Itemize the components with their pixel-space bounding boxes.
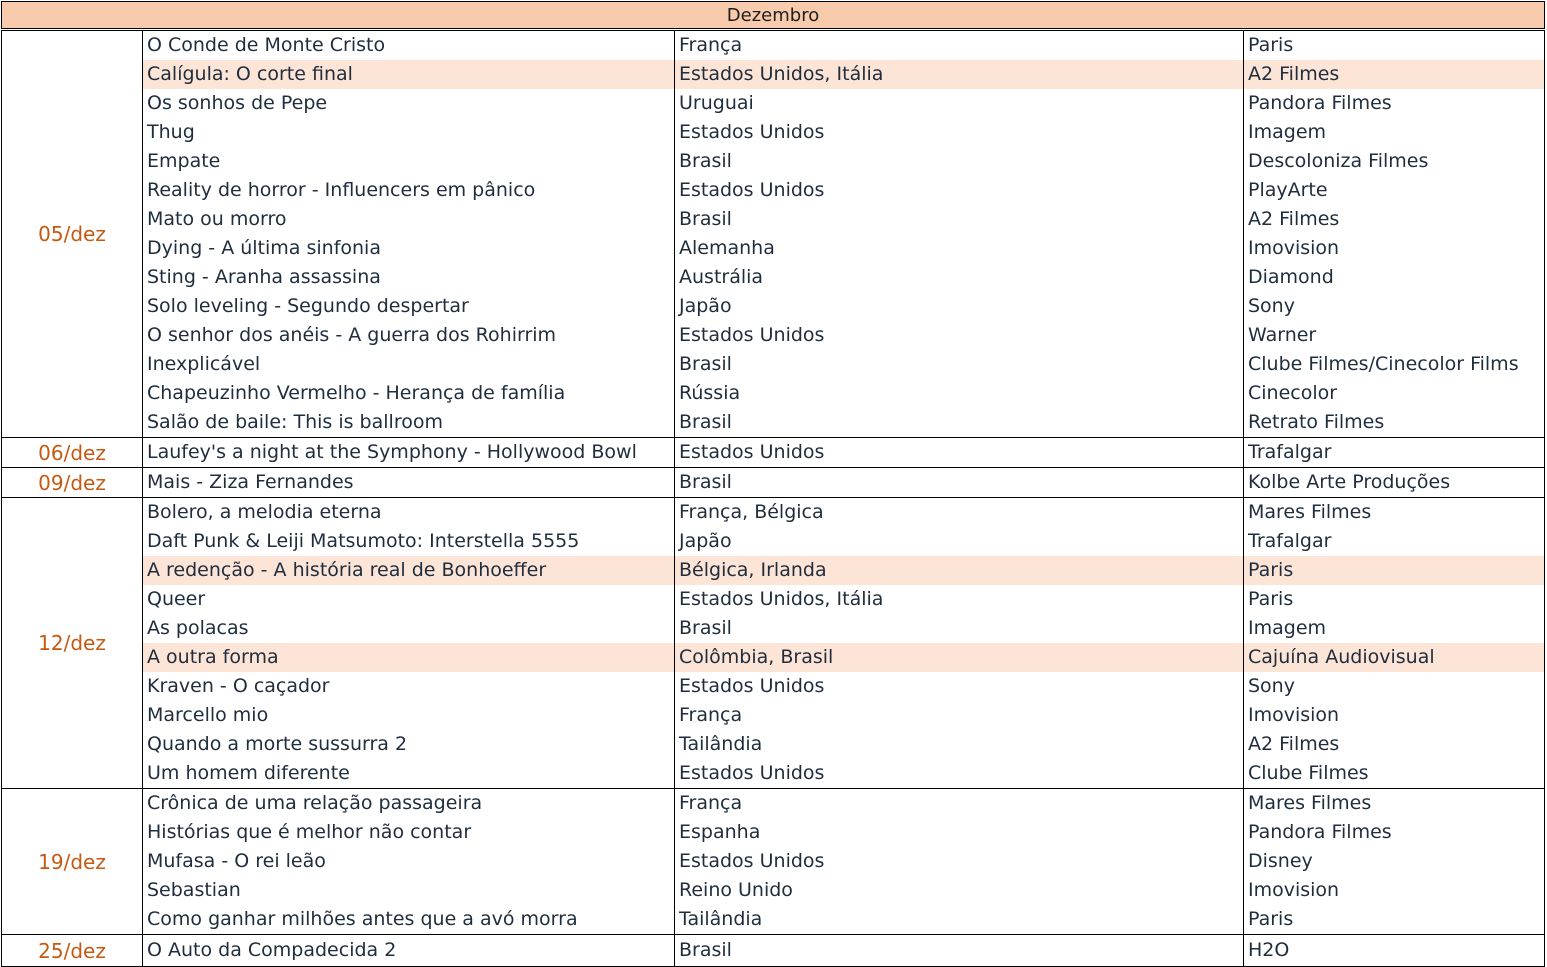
movie-title-cell[interactable]: Thug [143,118,675,147]
movie-title-cell[interactable]: Mais - Ziza Fernandes [143,468,675,497]
country-cell[interactable]: Alemanha [675,234,1244,263]
table-row [143,234,1544,263]
movie-title-cell[interactable]: Daft Punk & Leiji Matsumoto: Interstella 5555 [143,527,675,556]
release-date-cell[interactable]: 25/dez [2,935,143,966]
distributor-cell[interactable]: Imagem [1248,617,1327,639]
country-cell[interactable]: Japão [675,292,1244,321]
distributor-cell[interactable]: Imagem [1248,121,1327,143]
table-row [143,89,1544,118]
table-row [143,31,1544,60]
country-cell[interactable]: Estados Unidos [675,118,1244,147]
movie-title-cell[interactable]: O senhor dos anéis - A guerra dos Rohirrim [143,321,675,350]
country-cell[interactable]: Estados Unidos, Itália [675,585,1244,614]
movie-title-cell[interactable]: As polacas [143,614,675,643]
country-cell[interactable]: França [675,31,1244,60]
date-group [1,467,1545,498]
date-group [1,934,1545,967]
country-cell[interactable]: Brasil [675,468,1244,497]
distributor-cell[interactable]: Paris [1248,908,1294,930]
distributor-cell[interactable]: Trafalgar [1248,441,1332,463]
distributor-cell[interactable]: Diamond [1248,266,1334,288]
movie-rows [143,498,1544,788]
distributor-cell[interactable]: Paris [1248,588,1294,610]
date-group [1,30,1545,438]
movie-title-cell[interactable]: Sting - Aranha assassina [143,263,675,292]
movie-title-cell[interactable]: Mufasa - O rei leão [143,847,675,876]
movie-title-cell[interactable]: O Auto da Compadecida 2 [143,935,675,966]
country-cell[interactable]: França [675,701,1244,730]
movie-rows [143,438,1544,467]
table-row [143,205,1544,234]
movie-title-cell[interactable]: Marcello mio [143,701,675,730]
country-cell[interactable]: Estados Unidos [675,176,1244,205]
country-cell[interactable]: Estados Unidos [675,759,1244,788]
table-row [143,759,1544,788]
movie-title-cell[interactable]: Reality de horror - Influencers em pânico [143,176,675,205]
distributor-cell[interactable]: A2 Filmes [1248,208,1340,230]
country-cell[interactable]: Estados Unidos [675,672,1244,701]
country-cell[interactable]: Estados Unidos [675,438,1244,467]
table-row [143,118,1544,147]
distributor-cell[interactable]: Paris [1248,34,1294,56]
country-cell[interactable]: Austrália [675,263,1244,292]
distributor-cell[interactable]: Sony [1248,295,1295,317]
country-cell[interactable]: França, Bélgica [675,498,1244,527]
date-group [1,788,1545,935]
release-date-cell[interactable]: 09/dez [2,468,143,497]
country-cell[interactable]: Japão [675,527,1244,556]
distributor-cell[interactable]: Clube Filmes [1248,762,1369,784]
date-group [1,437,1545,468]
distributor-cell[interactable]: Imovision [1248,237,1340,259]
month-header[interactable]: Dezembro [1,1,1545,29]
date-group [1,497,1545,789]
country-cell[interactable]: Tailândia [675,905,1244,934]
movie-title-cell[interactable]: Os sonhos de Pepe [143,89,675,118]
distributor-cell[interactable]: Mares Filmes [1248,792,1372,814]
table-row [143,730,1544,759]
movie-rows [143,789,1544,934]
distributor-cell[interactable]: H2O [1248,939,1290,961]
table-row [143,847,1544,876]
country-cell[interactable]: França [675,789,1244,818]
table-row [143,321,1544,350]
movie-title-cell[interactable]: Calígula: O corte final [143,60,675,89]
table-row [143,176,1544,205]
distributor-cell[interactable]: Warner [1248,324,1317,346]
table-row [143,935,1544,966]
movie-title-cell[interactable]: Salão de baile: This is ballroom [143,408,675,437]
movie-title-cell[interactable]: A redenção - A história real de Bonhoeffer [143,556,675,585]
movie-title-cell[interactable]: Mato ou morro [143,205,675,234]
table-row [143,263,1544,292]
table-row [143,701,1544,730]
table-row [143,556,1544,585]
country-cell[interactable]: Brasil [675,147,1244,176]
table-row [143,527,1544,556]
table-row [143,876,1544,905]
release-date-cell[interactable]: 12/dez [2,498,143,788]
distributor-cell[interactable]: A2 Filmes [1248,63,1340,85]
distributor-cell[interactable]: Descoloniza Filmes [1248,150,1429,172]
movie-title-cell[interactable]: Queer [143,585,675,614]
country-cell[interactable]: Reino Unido [675,876,1244,905]
movie-title-cell[interactable]: Quando a morte sussurra 2 [143,730,675,759]
country-cell[interactable]: Estados Unidos [675,847,1244,876]
country-cell[interactable]: Brasil [675,614,1244,643]
country-cell[interactable]: Espanha [675,818,1244,847]
table-row [143,585,1544,614]
table-row [143,643,1544,672]
release-date-cell[interactable]: 19/dez [2,789,143,934]
distributor-cell[interactable]: Kolbe Arte Produções [1248,471,1451,493]
country-cell[interactable]: Uruguai [675,89,1244,118]
movie-title-cell[interactable]: Como ganhar milhões antes que a avó morra [143,905,675,934]
distributor-cell[interactable]: PlayArte [1248,179,1328,201]
country-cell[interactable]: Rússia [675,379,1244,408]
table-row [143,379,1544,408]
table-row [143,350,1544,379]
table-row [143,468,1544,497]
table-row [143,438,1544,467]
distributor-cell[interactable]: Pandora Filmes [1248,821,1392,843]
table-row [143,614,1544,643]
distributor-cell[interactable]: Cinecolor [1248,382,1338,404]
table-row [143,905,1544,934]
movie-title-cell[interactable]: A outra forma [143,643,675,672]
distributor-cell[interactable]: Imovision [1248,879,1340,901]
distributor-cell[interactable]: Clube Filmes/Cinecolor Films [1248,353,1519,375]
release-date-cell[interactable]: 05/dez [2,31,143,437]
country-cell[interactable]: Tailândia [675,730,1244,759]
country-cell[interactable]: Brasil [675,205,1244,234]
movie-title-cell[interactable]: Laufey's a night at the Symphony - Hollywood Bowl [143,438,675,467]
country-cell[interactable]: Colômbia, Brasil [675,643,1244,672]
movie-rows [143,935,1544,966]
movie-title-cell[interactable]: Sebastian [143,876,675,905]
distributor-cell[interactable]: Mares Filmes [1248,501,1372,523]
country-cell[interactable]: Brasil [675,408,1244,437]
country-cell[interactable]: Bélgica, Irlanda [675,556,1244,585]
movie-title-cell[interactable]: Dying - A última sinfonia [143,234,675,263]
country-cell[interactable]: Estados Unidos [675,321,1244,350]
movie-title-cell[interactable]: Chapeuzinho Vermelho - Herança de família [143,379,675,408]
distributor-cell[interactable]: Sony [1248,675,1295,697]
table-row [143,147,1544,176]
movie-title-cell[interactable]: Bolero, a melodia eterna [143,498,675,527]
movie-title-cell[interactable]: Histórias que é melhor não contar [143,818,675,847]
movie-rows [143,468,1544,497]
table-row [143,818,1544,847]
movie-title-cell[interactable]: Empate [143,147,675,176]
distributor-cell[interactable]: Trafalgar [1248,530,1332,552]
table-row [143,498,1544,527]
distributor-cell[interactable]: Cajuína Audiovisual [1248,646,1435,668]
distributor-cell[interactable]: Pandora Filmes [1248,92,1392,114]
distributor-cell[interactable]: Paris [1248,559,1294,581]
table-row [143,672,1544,701]
country-cell[interactable]: Brasil [675,935,1244,966]
country-cell[interactable]: Brasil [675,350,1244,379]
country-cell[interactable]: Estados Unidos, Itália [675,60,1244,89]
movie-title-cell[interactable]: Kraven - O caçador [143,672,675,701]
release-date-cell[interactable]: 06/dez [2,438,143,467]
movie-title-cell[interactable]: O Conde de Monte Cristo [143,31,675,60]
table-row [143,292,1544,321]
distributor-cell[interactable]: Disney [1248,850,1313,872]
movie-title-cell[interactable]: Inexplicável [143,350,675,379]
movie-title-cell[interactable]: Crônica de uma relação passageira [143,789,675,818]
movie-title-cell[interactable]: Solo leveling - Segundo despertar [143,292,675,321]
distributor-cell[interactable]: A2 Filmes [1248,733,1340,755]
table-row [143,408,1544,437]
table-row [143,789,1544,818]
distributor-cell[interactable]: Imovision [1248,704,1340,726]
movie-title-cell[interactable]: Um homem diferente [143,759,675,788]
distributor-cell[interactable]: Retrato Filmes [1248,411,1385,433]
table-row [143,60,1544,89]
movie-rows [143,31,1544,437]
